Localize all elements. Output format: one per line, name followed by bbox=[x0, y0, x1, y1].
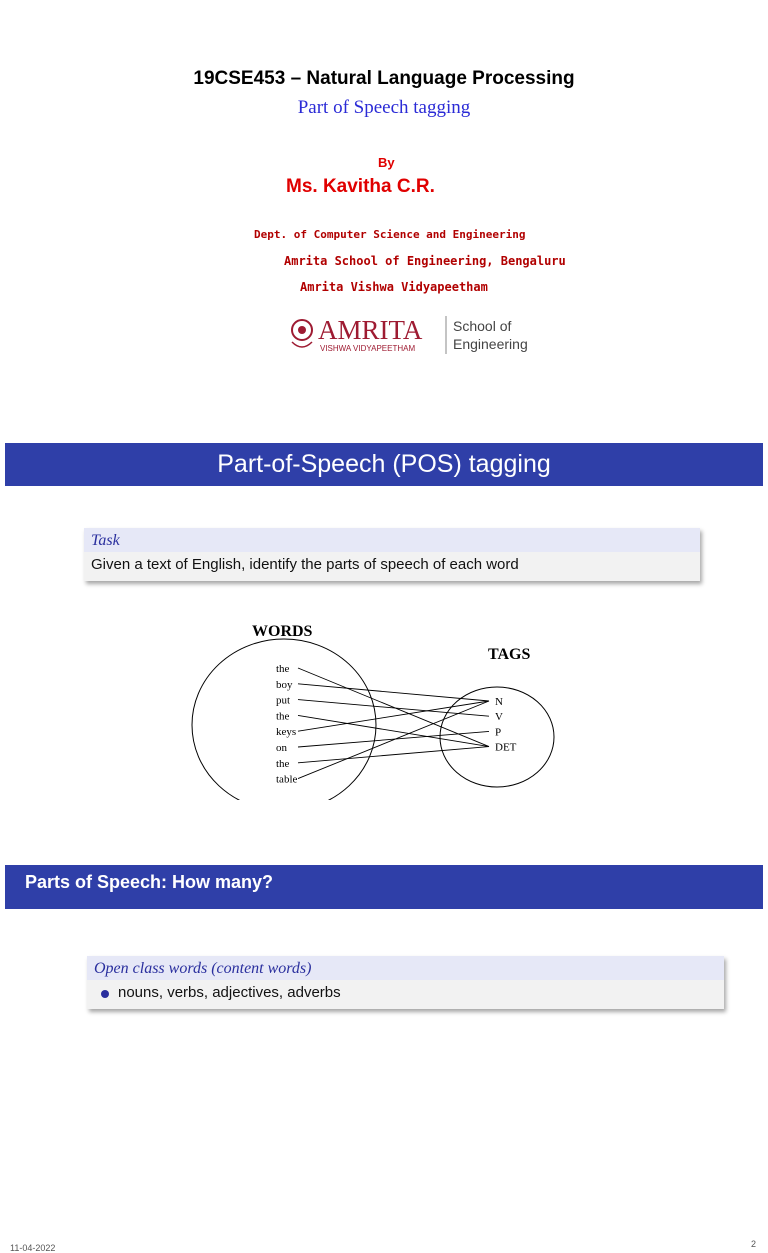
words-heading: WORDS bbox=[252, 623, 313, 640]
word-label: keys bbox=[276, 726, 297, 739]
tag-label: DET bbox=[495, 741, 517, 754]
tag-label: V bbox=[495, 711, 503, 724]
open-class-label: Open class words (content words) bbox=[87, 956, 724, 980]
slide-title-bar bbox=[5, 443, 763, 486]
logo-sub: VISHWA VIDYAPEETHAM bbox=[320, 344, 416, 353]
page-number: 2 bbox=[751, 1239, 757, 1249]
open-class-body bbox=[87, 980, 724, 1009]
word-label: on bbox=[276, 742, 287, 754]
amrita-logo bbox=[288, 312, 548, 360]
open-class-block bbox=[87, 956, 724, 1009]
logo-right-1: School of bbox=[453, 318, 512, 334]
slide-date: 11-04-2022 bbox=[10, 1243, 56, 1253]
logo-name: AMRITA bbox=[318, 315, 423, 345]
word-label: the bbox=[276, 663, 290, 675]
slide-title: Parts of Speech: How many? bbox=[25, 872, 274, 892]
word-tag-edge bbox=[298, 701, 489, 779]
parts-of-speech-slide bbox=[0, 865, 768, 1024]
title-slide bbox=[0, 0, 768, 425]
task-label: Task bbox=[84, 528, 700, 552]
word-tag-edge bbox=[298, 684, 489, 701]
university-name: Amrita Vishwa Vidyapeetham bbox=[300, 280, 488, 294]
tag-label: N bbox=[495, 696, 503, 708]
task-text: Given a text of English, identify the parts of speech of each word bbox=[84, 552, 700, 581]
tags-heading: TAGS bbox=[488, 646, 531, 663]
word-tag-edge bbox=[298, 668, 489, 747]
emblem-icon bbox=[292, 320, 312, 347]
bullet-item bbox=[87, 980, 724, 1003]
slide-title-bar bbox=[5, 865, 763, 909]
logo-right-2: Engineering bbox=[453, 336, 528, 352]
tag-label: P bbox=[495, 726, 502, 739]
author-name: Ms. Kavitha C.R. bbox=[286, 176, 435, 197]
word-tag-edge bbox=[298, 700, 489, 717]
word-label: boy bbox=[276, 678, 293, 691]
word-tag-edge bbox=[298, 715, 489, 746]
words-tags-diagram bbox=[190, 620, 570, 800]
word-label: the bbox=[276, 757, 290, 770]
lecture-topic: Part of Speech tagging bbox=[297, 97, 471, 118]
by-label: By bbox=[378, 155, 395, 170]
bullet-dot-icon bbox=[101, 990, 109, 998]
task-block bbox=[84, 528, 700, 581]
word-tag-edge bbox=[298, 731, 489, 747]
word-label: the bbox=[276, 710, 290, 723]
word-label: table bbox=[276, 773, 298, 786]
word-tag-edge bbox=[298, 747, 489, 763]
bullet-text: nouns, verbs, adjectives, adverbs bbox=[118, 984, 341, 1001]
word-tag-edge bbox=[298, 701, 489, 731]
slide-title: Part-of-Speech (POS) tagging bbox=[217, 450, 551, 478]
school-name: Amrita School of Engineering, Bengaluru bbox=[284, 254, 566, 268]
course-title: 19CSE453 – Natural Language Processing bbox=[193, 68, 575, 89]
department: Dept. of Computer Science and Engineering bbox=[254, 228, 526, 241]
word-label: put bbox=[276, 694, 291, 707]
